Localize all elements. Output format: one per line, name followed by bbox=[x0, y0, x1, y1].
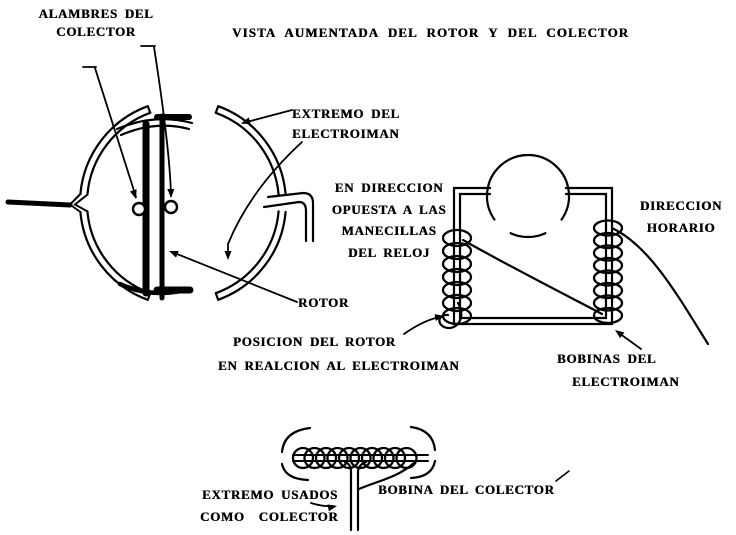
electromagnet-coils-label-line1: BOBINAS DEL bbox=[557, 351, 657, 366]
coil-loop bbox=[305, 448, 325, 468]
arrowhead-collector-wire-right bbox=[167, 189, 174, 198]
coil-loop bbox=[328, 448, 348, 468]
right-coil bbox=[594, 221, 622, 324]
clockwise-label-line2: HORARIO bbox=[646, 220, 716, 235]
stator-outer-ring bbox=[80, 106, 285, 300]
collector-ends-label-line2: COMO COLECTOR bbox=[200, 509, 339, 524]
core-frame-outer bbox=[454, 188, 612, 324]
ring-gap-connectors bbox=[148, 106, 218, 300]
rotor-position-label-line2: EN REALCION AL ELECTROIMAN bbox=[218, 358, 460, 373]
collector-wire-right-end bbox=[165, 201, 177, 213]
clockwise-wire bbox=[612, 228, 708, 344]
counterclockwise-label bbox=[320, 177, 458, 263]
coil-loop bbox=[316, 448, 336, 468]
page-title: VISTA AUMENTADA DEL ROTOR Y DEL COLECTOR bbox=[232, 25, 630, 40]
coil-loop bbox=[362, 448, 382, 468]
collector-wires-label-line2: COLECTOR bbox=[56, 24, 136, 39]
left-lead-wire bbox=[8, 202, 70, 205]
corner-wire-loop bbox=[439, 303, 461, 328]
coil-loop bbox=[385, 448, 405, 468]
left-lead-junction bbox=[70, 194, 87, 212]
collector-ends-label-line1: EXTREMO USADOS bbox=[202, 487, 338, 502]
arrowhead-rotor bbox=[169, 251, 179, 258]
counterclockwise-label-line2: OPUESTA A LAS bbox=[331, 201, 447, 217]
stem-wires bbox=[345, 462, 366, 530]
leader-rotor bbox=[172, 252, 297, 302]
leader-rotor-position bbox=[404, 317, 440, 334]
core-frame-inner bbox=[460, 194, 606, 318]
top-pole-arc bbox=[117, 119, 192, 135]
clockwise-label bbox=[628, 195, 734, 239]
electromagnet-figure bbox=[439, 155, 708, 344]
right-lead-wire bbox=[264, 193, 313, 241]
label-tick bbox=[556, 471, 569, 481]
electromagnet-end-label-line1: EXTREMO DEL bbox=[292, 106, 400, 121]
leader-electromagnet-end bbox=[243, 110, 292, 123]
electromagnet-end-label bbox=[292, 104, 400, 144]
rotor-label: ROTOR bbox=[298, 295, 349, 310]
collector-wires-label-line1: ALAMBRES DEL bbox=[38, 6, 154, 21]
coil-loop bbox=[374, 448, 394, 468]
electromagnet-end-label-line2: ELECTROIMAN bbox=[292, 126, 400, 141]
leader-rotor-center bbox=[228, 142, 302, 252]
collector-coil-label: BOBINA DEL COLECTOR bbox=[378, 482, 555, 497]
coil-loop bbox=[397, 448, 417, 468]
rotor-view-figure bbox=[8, 106, 313, 300]
rotor-position-circle bbox=[487, 155, 569, 237]
counterclockwise-label-line4: DEL RELOJ bbox=[348, 244, 430, 260]
rotor-view-leaders bbox=[83, 46, 302, 302]
collector-wire-left-end bbox=[133, 203, 145, 215]
counterclockwise-label-line1: EN DIRECCION bbox=[334, 180, 444, 195]
collector-coil-loops bbox=[293, 448, 417, 468]
rotor-position-label-line1: POSICION DEL ROTOR bbox=[233, 334, 396, 349]
leader-electromagnet-coils bbox=[619, 333, 641, 349]
coil-loop bbox=[293, 448, 313, 468]
arrowhead-rotor-center bbox=[225, 251, 232, 260]
counterclockwise-label-line3: MANECILLAS bbox=[341, 223, 437, 238]
collector-wires-label bbox=[30, 5, 162, 41]
arrowhead-collector-wire-left bbox=[130, 189, 137, 199]
clockwise-label-line1: DIRECCION bbox=[639, 198, 723, 213]
electromagnet-coils-label-line2: ELECTROIMAN bbox=[572, 374, 680, 389]
crossing-wire bbox=[463, 240, 602, 314]
